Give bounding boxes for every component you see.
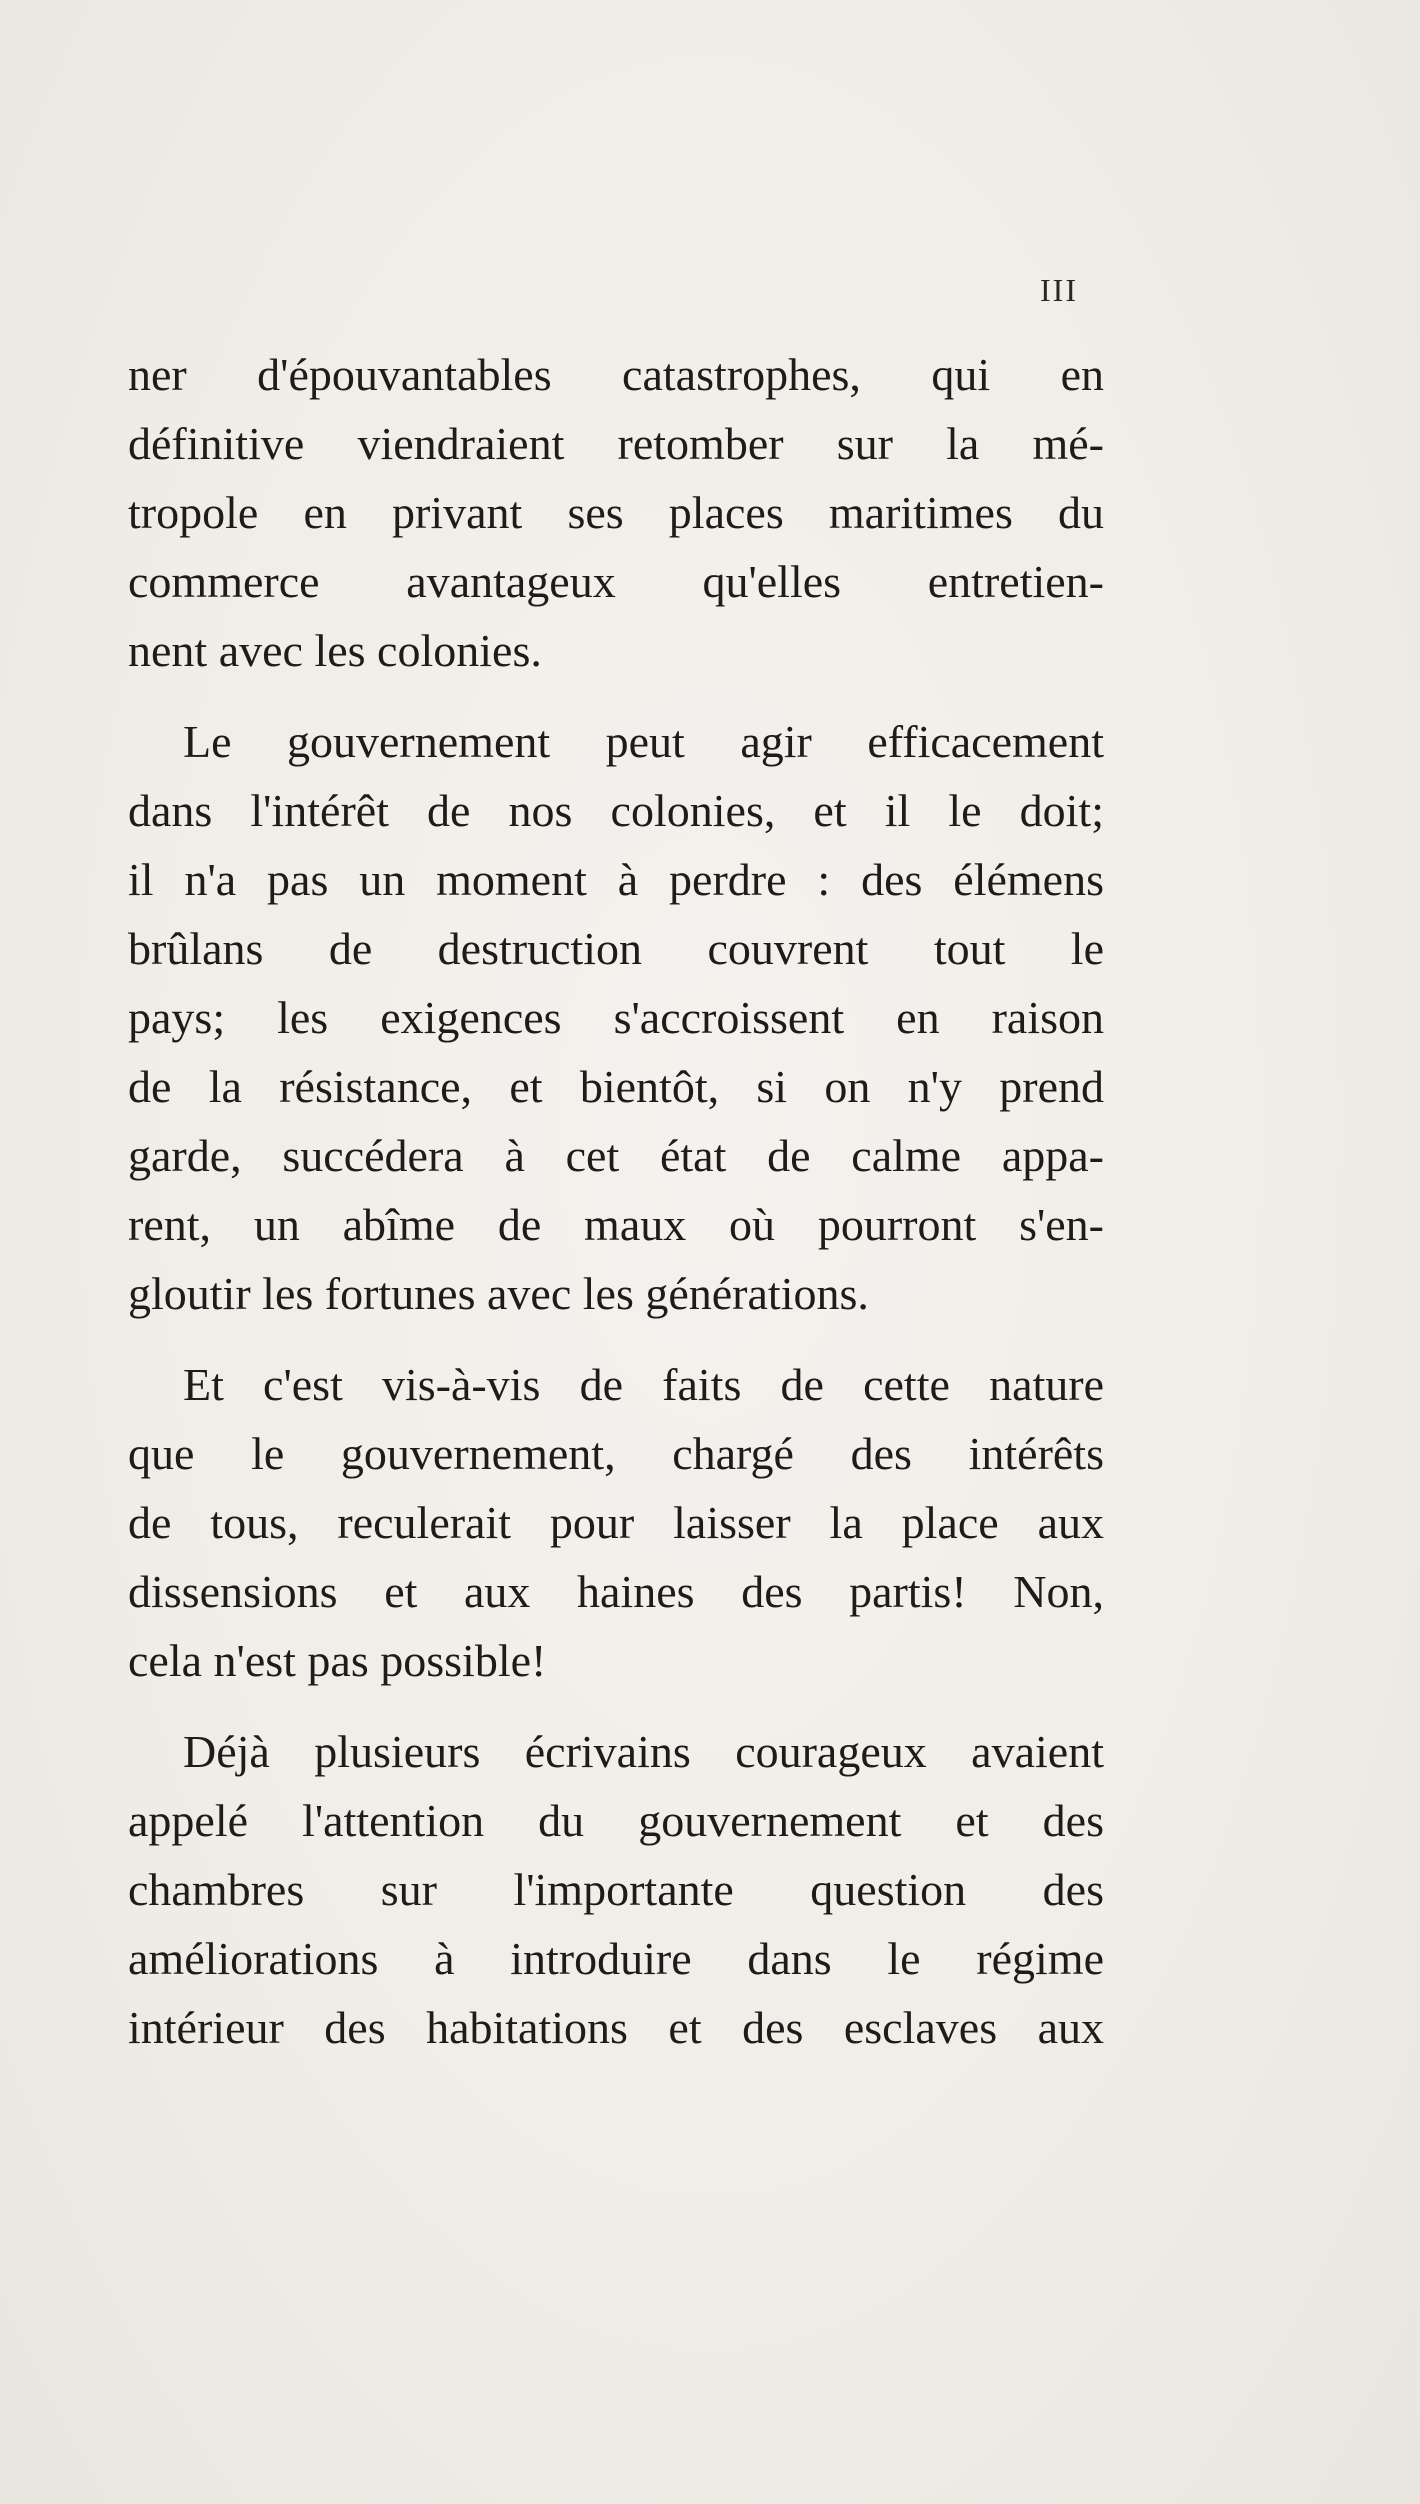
- text-line: brûlans de destruction couvrent tout le: [128, 923, 1104, 974]
- text-line: chambres sur l'importante question des: [128, 1864, 1104, 1915]
- paragraph-4: [128, 1717, 1104, 2062]
- text-line: intérieur des habitations et des esclaves aux: [128, 2002, 1104, 2053]
- text-line: améliorations à introduire dans le régime: [128, 1933, 1104, 1984]
- text-line: commerce avantageux qu'elles entretien-: [128, 556, 1104, 607]
- text-line: que le gouvernement, chargé des intérêts: [128, 1428, 1104, 1479]
- paragraph-1: [128, 340, 1104, 685]
- text-line: cela n'est pas possible!: [128, 1635, 547, 1686]
- text-line: garde, succédera à cet état de calme appa-: [128, 1130, 1104, 1181]
- text-line: Le gouvernement peut agir efficacement: [183, 716, 1104, 767]
- text-line: ner d'épouvantables catastrophes, qui en: [128, 349, 1104, 400]
- paragraph-2: [128, 707, 1104, 1328]
- text-line: il n'a pas un moment à perdre : des élémens: [128, 854, 1104, 905]
- text-line: pays; les exigences s'accroissent en raison: [128, 992, 1104, 1043]
- text-line: dans l'intérêt de nos colonies, et il le doit;: [128, 785, 1104, 836]
- text-line: dissensions et aux haines des partis! Non,: [128, 1566, 1104, 1617]
- body-text: [128, 340, 1104, 2084]
- text-line: définitive viendraient retomber sur la mé-: [128, 418, 1104, 469]
- text-line: tropole en privant ses places maritimes du: [128, 487, 1104, 538]
- text-line: nent avec les colonies.: [128, 625, 542, 676]
- text-line: Déjà plusieurs écrivains courageux avaient: [183, 1726, 1104, 1777]
- paragraph-3: [128, 1350, 1104, 1695]
- text-line: gloutir les fortunes avec les générations.: [128, 1268, 869, 1319]
- text-line: appelé l'attention du gouvernement et des: [128, 1795, 1104, 1846]
- page-number: III: [1040, 272, 1078, 308]
- text-line: de tous, reculerait pour laisser la place aux: [128, 1497, 1104, 1548]
- text-line: Et c'est vis-à-vis de faits de cette nature: [183, 1359, 1104, 1410]
- text-line: rent, un abîme de maux où pourront s'en-: [128, 1199, 1104, 1250]
- text-line: de la résistance, et bientôt, si on n'y prend: [128, 1061, 1104, 1112]
